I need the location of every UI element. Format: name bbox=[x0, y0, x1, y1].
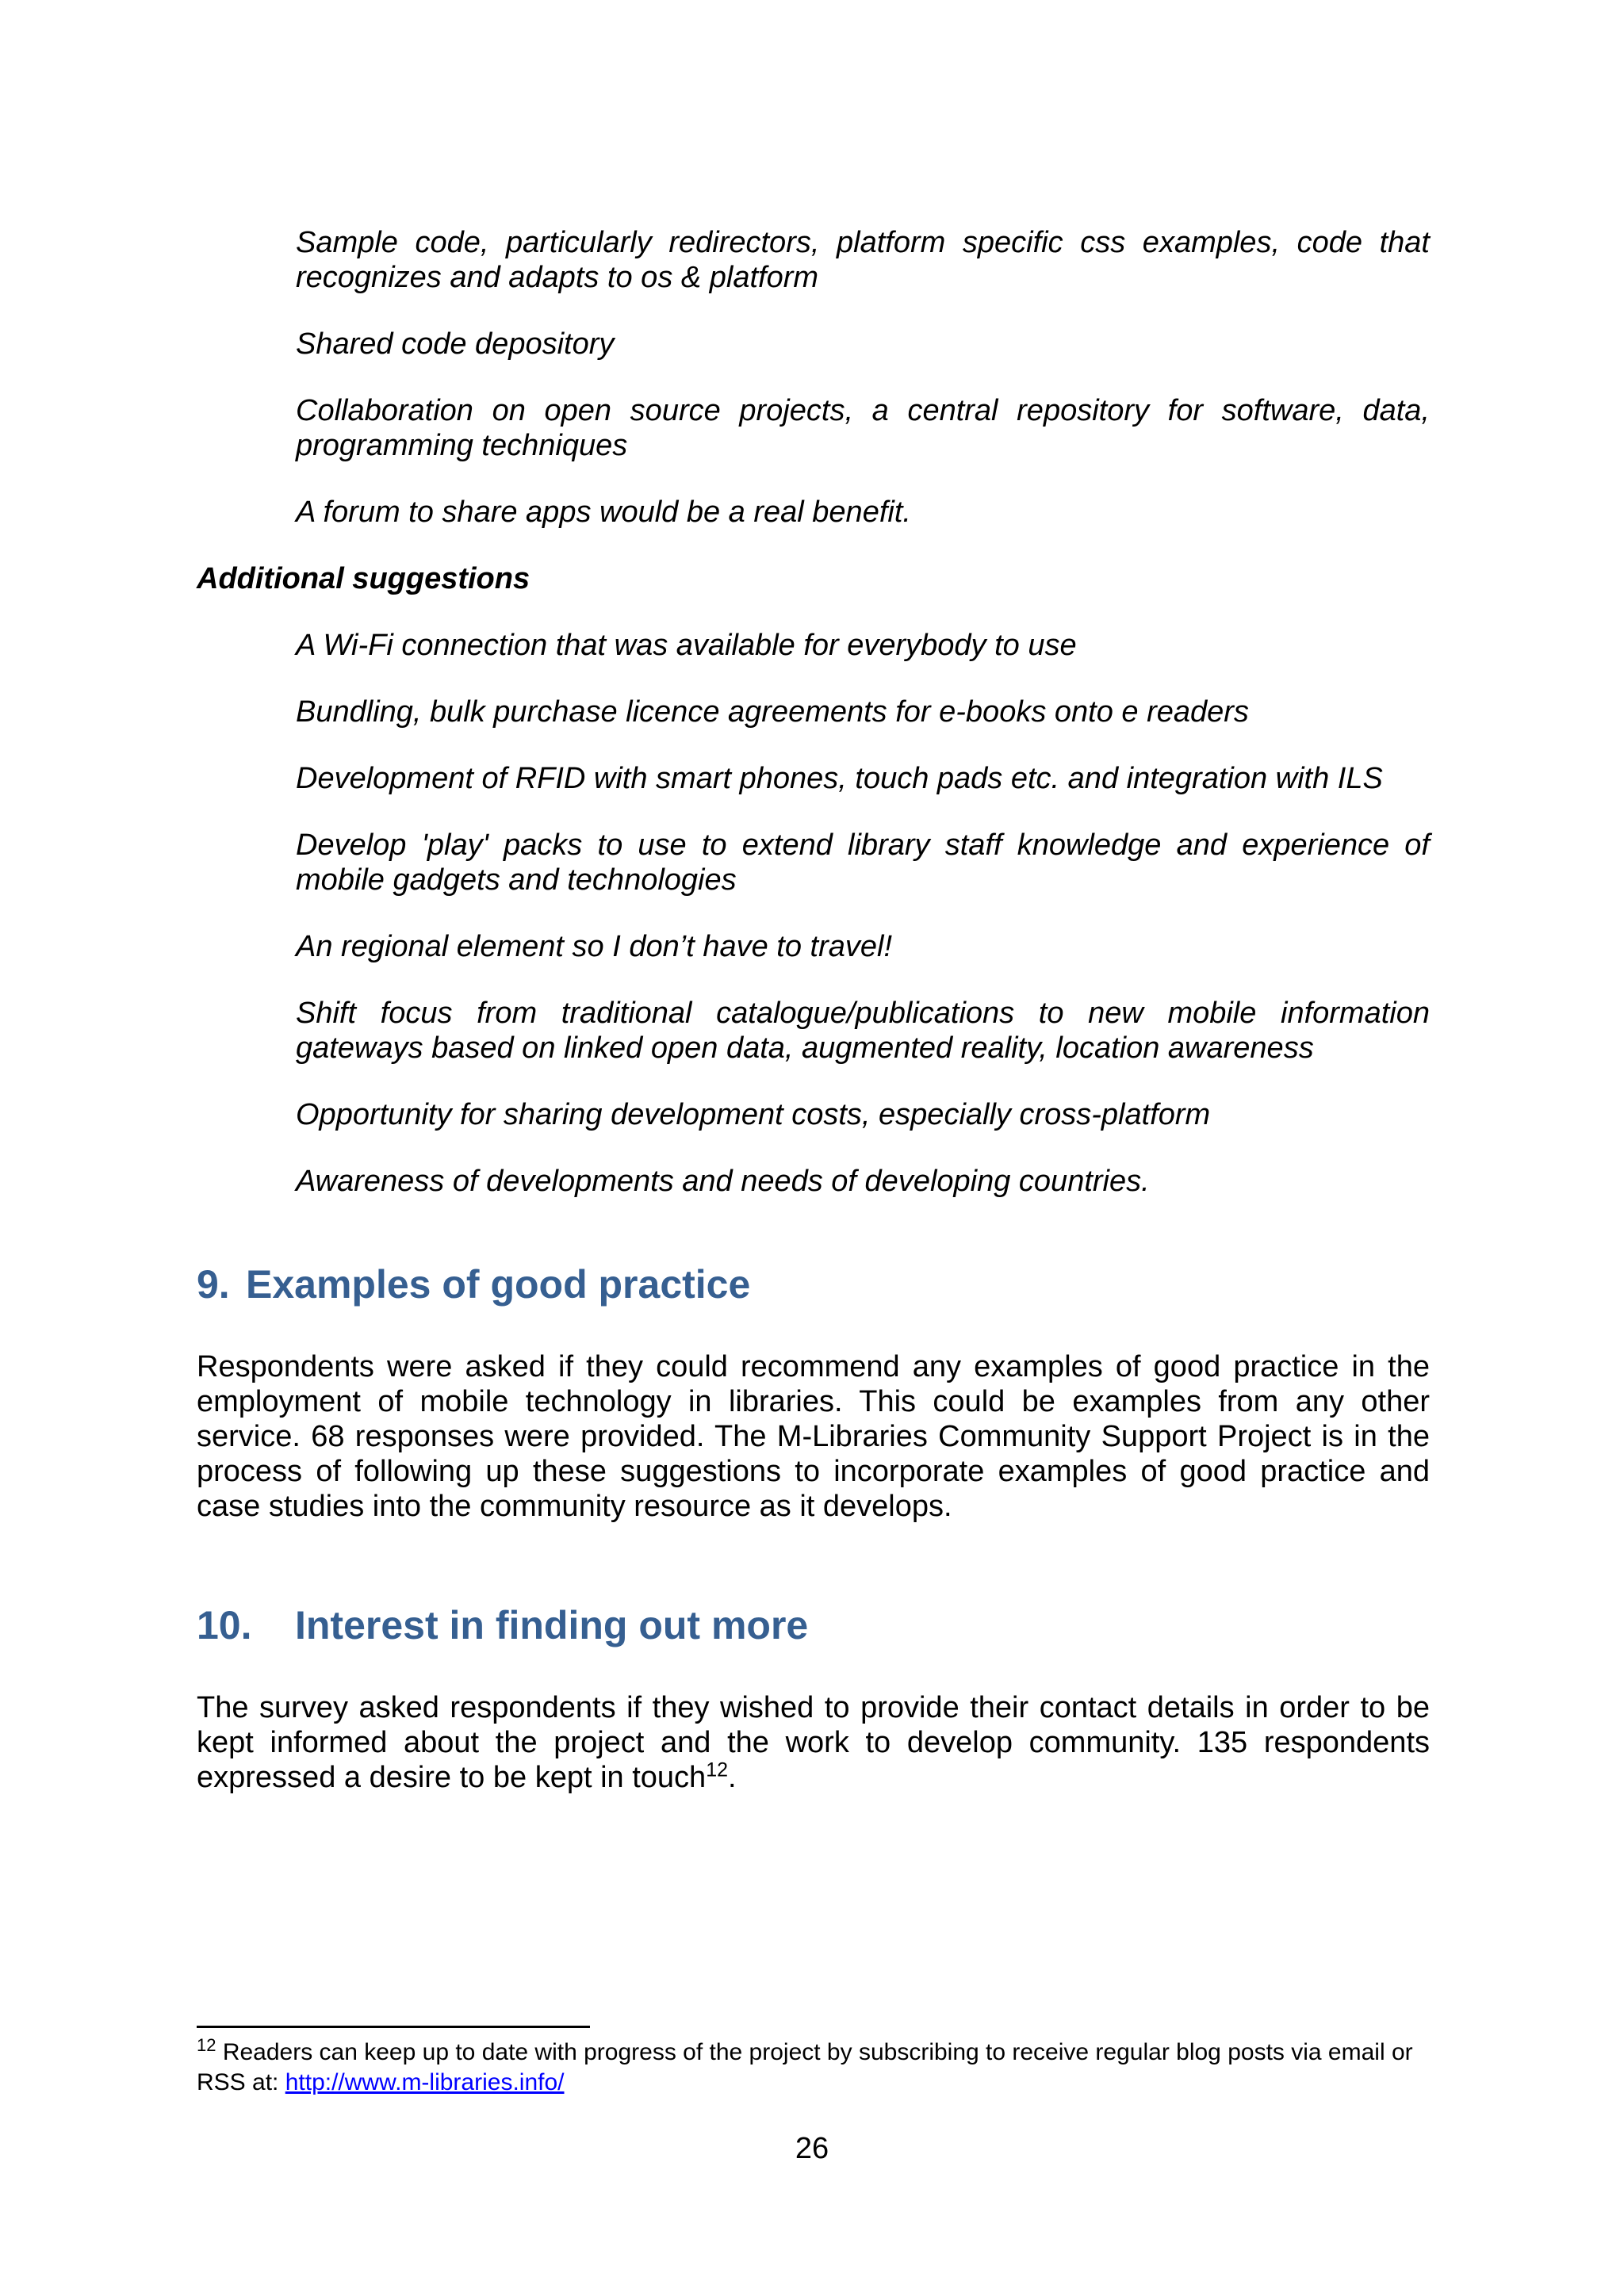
section-9-body: Respondents were asked if they could recommend any examples of good practice in the employment of mobile technology in libraries. This could be examples from any other service. 68 responses were provided. The M-Libraries Community Support Project is in the process of following up these suggestions to incorporate examples of good practice and case studies into the community resource as it develops. bbox=[197, 1350, 1430, 1523]
section-10-heading bbox=[197, 1601, 1430, 1649]
suggestion-item: Awareness of developments and needs of developing countries. bbox=[296, 1165, 1150, 1198]
quote-item: Sample code, particularly redirectors, platform specific css examples, code that recognizes and adapts to os & platform bbox=[296, 226, 1430, 294]
quote-item: Collaboration on open source projects, a central repository for software, data, programming techniques bbox=[296, 394, 1430, 462]
page-number: 26 bbox=[795, 2132, 829, 2165]
quote-item: Shared code depository bbox=[296, 327, 615, 361]
footnote-marker: 12 bbox=[197, 2035, 216, 2055]
section-10-number: 10. bbox=[197, 1603, 252, 1647]
section-9-number: 9. bbox=[197, 1262, 230, 1307]
section-10-body-end: . bbox=[728, 1761, 737, 1794]
suggestion-item: An regional element so I don’t have to travel! bbox=[296, 930, 893, 963]
suggestion-item: Shift focus from traditional catalogue/publications to new mobile information gateways based on linked open data, augmented reality, location awareness bbox=[296, 997, 1430, 1065]
footnote-separator bbox=[197, 2026, 590, 2028]
footnote-link[interactable]: http://www.m-libraries.info/ bbox=[285, 2069, 565, 2095]
suggestion-item: Development of RFID with smart phones, touch pads etc. and integration with ILS bbox=[296, 762, 1383, 795]
footnote bbox=[197, 2035, 1434, 2098]
section-10-body bbox=[197, 1690, 1430, 1795]
footnote-text: Readers can keep up to date with progress of the project by subscribing to receive regular blog posts via email or RSS at: bbox=[197, 2039, 1413, 2095]
additional-suggestions-heading: Additional suggestions bbox=[197, 562, 530, 595]
suggestion-item: Opportunity for sharing development costs, especially cross-platform bbox=[296, 1098, 1211, 1131]
page-content bbox=[197, 225, 1430, 1795]
footnote-reference[interactable]: 12 bbox=[706, 1758, 728, 1781]
quote-item: A forum to share apps would be a real benefit. bbox=[296, 496, 911, 529]
section-9-heading bbox=[197, 1261, 1430, 1308]
suggestion-item: Bundling, bulk purchase licence agreements for e-books onto e readers bbox=[296, 695, 1249, 729]
section-9-title: Examples of good practice bbox=[246, 1262, 751, 1307]
section-10-body-text: The survey asked respondents if they wished to provide their contact details in order to be kept informed about the project and the work to develop community. 135 respondents expressed a desire to be kept in touch bbox=[197, 1691, 1430, 1794]
section-10-title: Interest in finding out more bbox=[295, 1603, 809, 1647]
suggestion-item: Develop 'play' packs to use to extend library staff knowledge and experience of mobile gadgets and technologies bbox=[296, 828, 1430, 897]
suggestion-item: A Wi-Fi connection that was available for everybody to use bbox=[296, 629, 1077, 662]
